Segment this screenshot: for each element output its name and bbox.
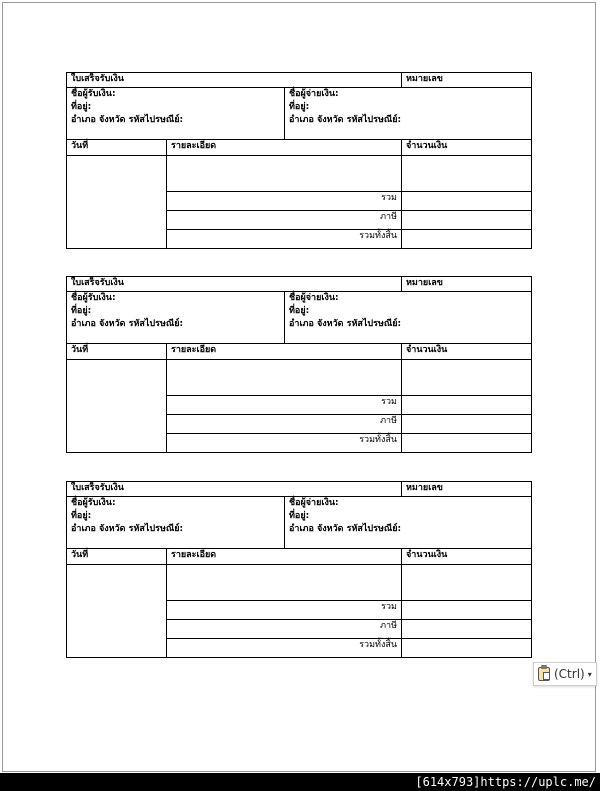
payee-address-label: ที่อยู่: bbox=[71, 511, 92, 521]
payee-district-label: อำเภอ จังหวัด รหัสไปรษณีย์: bbox=[71, 319, 184, 329]
amount-cell[interactable] bbox=[402, 360, 532, 396]
subtotal-amount-cell[interactable] bbox=[402, 192, 532, 211]
tax-label: ภาษี bbox=[167, 620, 402, 639]
amount-header: จำนวนเงิน bbox=[402, 549, 532, 565]
receipt-form-3 bbox=[66, 481, 532, 658]
detail-cell[interactable] bbox=[167, 565, 402, 601]
date-cell[interactable] bbox=[67, 360, 167, 453]
payee-name-label: ชื่อผู้รับเงิน: bbox=[71, 293, 116, 303]
grand-total-amount-cell[interactable] bbox=[402, 639, 532, 658]
grand-total-label: รวมทั้งสิ้น bbox=[167, 230, 402, 249]
payee-info bbox=[67, 88, 285, 140]
clipboard-icon bbox=[538, 667, 550, 681]
amount-cell[interactable] bbox=[402, 565, 532, 601]
receipt-title: ใบเสร็จรับเงิน bbox=[67, 482, 402, 497]
receipt-form-1 bbox=[66, 72, 532, 249]
tax-label: ภาษี bbox=[167, 211, 402, 230]
payer-name-label: ชื่อผู้จ่ายเงิน: bbox=[289, 89, 339, 99]
chevron-down-icon: ▾ bbox=[587, 669, 592, 679]
payer-address-label: ที่อยู่: bbox=[289, 306, 310, 316]
payee-info bbox=[67, 292, 285, 344]
grand-total-amount-cell[interactable] bbox=[402, 434, 532, 453]
grand-total-label: รวมทั้งสิ้น bbox=[167, 639, 402, 658]
subtotal-amount-cell[interactable] bbox=[402, 396, 532, 415]
receipt-form-2 bbox=[66, 276, 532, 453]
amount-cell[interactable] bbox=[402, 156, 532, 192]
payee-district-label: อำเภอ จังหวัด รหัสไปรษณีย์: bbox=[71, 524, 184, 534]
detail-header: รายละเอียด bbox=[167, 549, 402, 565]
detail-cell[interactable] bbox=[167, 360, 402, 396]
payer-address-label: ที่อยู่: bbox=[289, 102, 310, 112]
payee-info bbox=[67, 497, 285, 549]
payee-name-label: ชื่อผู้รับเงิน: bbox=[71, 498, 116, 508]
payer-info bbox=[285, 88, 532, 140]
watermark-text: [614x793]https://uplc.me/ bbox=[415, 775, 596, 789]
paste-options-button[interactable] bbox=[533, 662, 597, 686]
date-header: วันที่ bbox=[67, 344, 167, 360]
grand-total-label: รวมทั้งสิ้น bbox=[167, 434, 402, 453]
payer-name-label: ชื่อผู้จ่ายเงิน: bbox=[289, 293, 339, 303]
receipt-title: ใบเสร็จรับเงิน bbox=[67, 73, 402, 88]
tax-amount-cell[interactable] bbox=[402, 211, 532, 230]
detail-header: รายละเอียด bbox=[167, 140, 402, 156]
receipt-number-label: หมายเลข bbox=[402, 73, 532, 88]
receipt-number-label: หมายเลข bbox=[402, 277, 532, 292]
payer-info bbox=[285, 497, 532, 549]
payer-district-label: อำเภอ จังหวัด รหัสไปรษณีย์: bbox=[289, 115, 402, 125]
subtotal-amount-cell[interactable] bbox=[402, 601, 532, 620]
receipt-number-label: หมายเลข bbox=[402, 482, 532, 497]
date-cell[interactable] bbox=[67, 156, 167, 249]
payee-name-label: ชื่อผู้รับเงิน: bbox=[71, 89, 116, 99]
date-cell[interactable] bbox=[67, 565, 167, 658]
payee-address-label: ที่อยู่: bbox=[71, 102, 92, 112]
grand-total-amount-cell[interactable] bbox=[402, 230, 532, 249]
payer-district-label: อำเภอ จังหวัด รหัสไปรษณีย์: bbox=[289, 319, 402, 329]
payer-name-label: ชื่อผู้จ่ายเงิน: bbox=[289, 498, 339, 508]
detail-cell[interactable] bbox=[167, 156, 402, 192]
subtotal-label: รวม bbox=[167, 601, 402, 620]
payer-district-label: อำเภอ จังหวัด รหัสไปรษณีย์: bbox=[289, 524, 402, 534]
payer-address-label: ที่อยู่: bbox=[289, 511, 310, 521]
payee-address-label: ที่อยู่: bbox=[71, 306, 92, 316]
amount-header: จำนวนเงิน bbox=[402, 344, 532, 360]
receipt-title: ใบเสร็จรับเงิน bbox=[67, 277, 402, 292]
subtotal-label: รวม bbox=[167, 396, 402, 415]
amount-header: จำนวนเงิน bbox=[402, 140, 532, 156]
tax-amount-cell[interactable] bbox=[402, 620, 532, 639]
subtotal-label: รวม bbox=[167, 192, 402, 211]
tax-amount-cell[interactable] bbox=[402, 415, 532, 434]
date-header: วันที่ bbox=[67, 549, 167, 565]
detail-header: รายละเอียด bbox=[167, 344, 402, 360]
payer-info bbox=[285, 292, 532, 344]
paste-options-label: (Ctrl) bbox=[554, 667, 585, 681]
payee-district-label: อำเภอ จังหวัด รหัสไปรษณีย์: bbox=[71, 115, 184, 125]
tax-label: ภาษี bbox=[167, 415, 402, 434]
date-header: วันที่ bbox=[67, 140, 167, 156]
